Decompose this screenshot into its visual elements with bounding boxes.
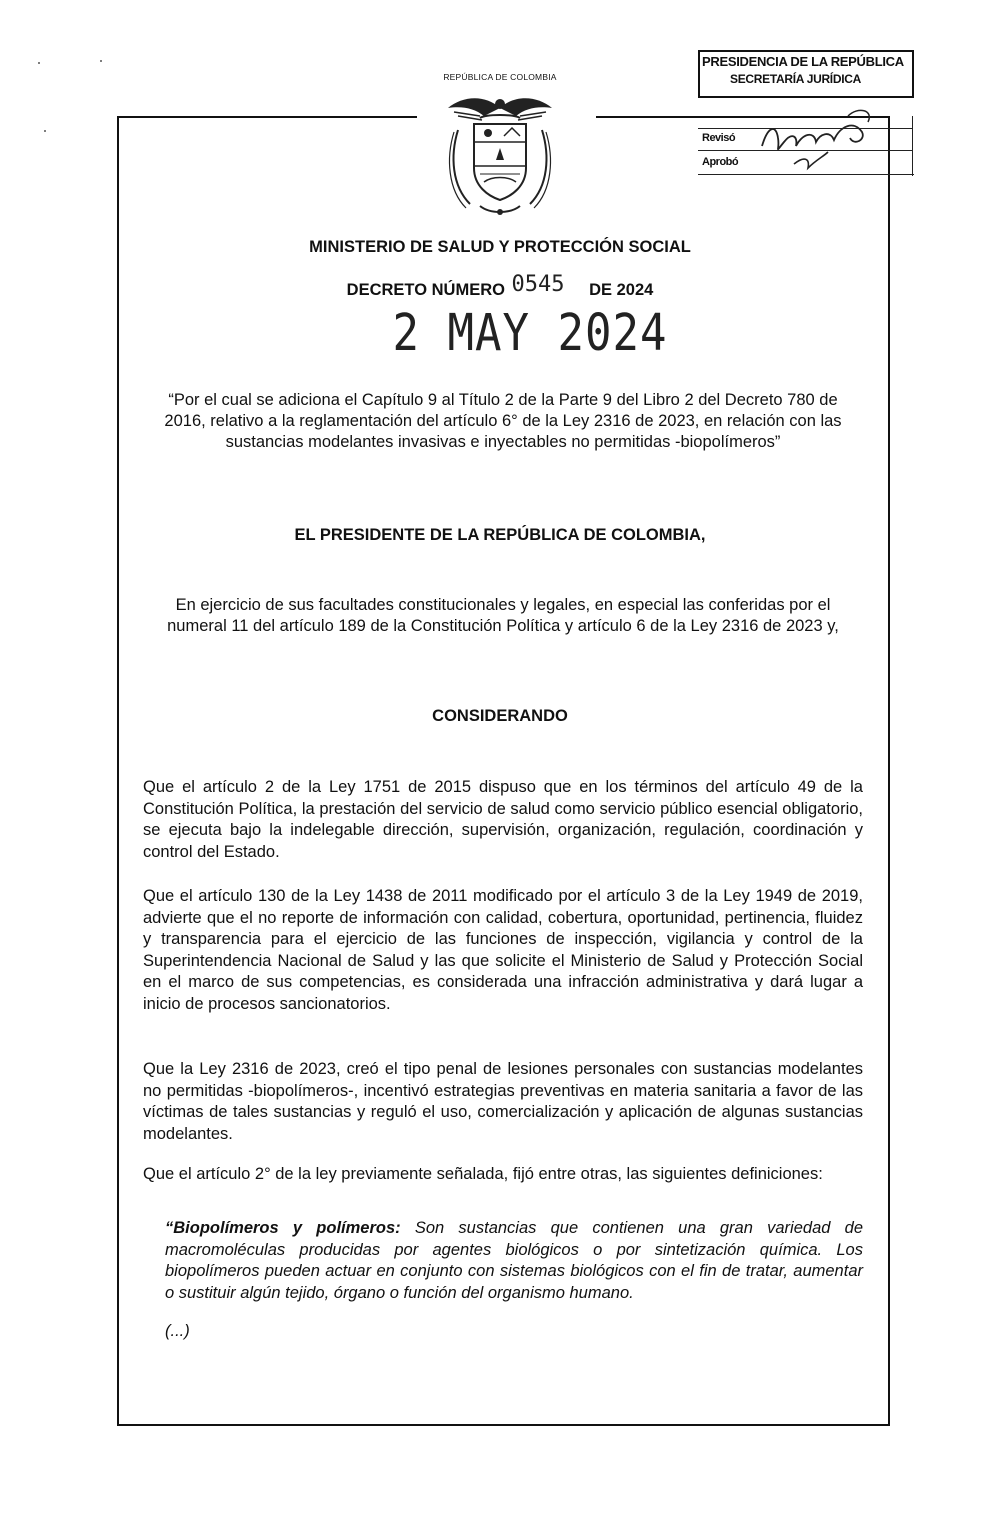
stamp-aprobo-label: Aprobó (702, 156, 739, 168)
definition-term: “Biopolímeros y polímeros: (165, 1219, 401, 1237)
considerando-paragraph-3: Que la Ley 2316 de 2023, creó el tipo penal de lesiones personales con sustancias modelantes no permitidas -biopolímeros-, incentivó estrategias preventivas en materia sanitaria a favor de las víctimas de tales sustancias y reguló el uso, comercialización y aplicación de algunas sustancias modelantes. (143, 1060, 863, 1143)
considerando-heading: CONSIDERANDO (432, 707, 568, 725)
stamp-reviso-label: Revisó (702, 132, 736, 144)
scan-speck (38, 62, 40, 64)
signature-icon (754, 106, 904, 176)
decree-number: 0545 (511, 272, 565, 297)
definition-quote (165, 1218, 863, 1304)
republica-label: REPÚBLICA DE COLOMBIA (443, 72, 557, 82)
ellipsis: (...) (165, 1322, 190, 1340)
stamp-line-2: SECRETARÍA JURÍDICA (730, 72, 861, 86)
decree-year: DE 2024 (589, 281, 654, 299)
definition-text: Son sustancias que contienen una gran variedad de macromoléculas producidas por agentes biológicos o por sintetización química. Los biopolímeros pueden actuar en conjunto con sistemas biológicos con el fin de tratar, aumentar o sustituir algún tejido, órgano o función del organismo humano. (165, 1219, 863, 1302)
secretaria-juridica-stamp (698, 50, 914, 184)
considerando-paragraph-1: Que el artículo 2 de la Ley 1751 de 2015 dispuso que en los términos del artículo 49 de la Constitución Política, la prestación del servicio de salud como servicio público esencial obligatorio, se ejecuta bajo la indelegable dirección, supervisión, organización, regulación, coordinación y control del Estado. (143, 778, 863, 861)
date-stamp: 2 MAY 2024 (392, 304, 668, 363)
colombia-coat-of-arms-icon (440, 86, 560, 220)
scan-speck (44, 130, 46, 132)
stamp-line-1: PRESIDENCIA DE LA REPÚBLICA (702, 54, 904, 69)
president-heading: EL PRESIDENTE DE LA REPÚBLICA DE COLOMBIA, (294, 526, 706, 544)
frame-top-left-line (117, 116, 417, 118)
decree-label: DECRETO NÚMERO (346, 281, 505, 299)
considerando-paragraph-2: Que el artículo 130 de la Ley 1438 de 2011 modificado por el artículo 3 de la Ley 1949 de 2019, advierte que el no reporte de información con calidad, cobertura, oportunidad, pertinencia, fluidez y transparencia para el ejercicio de las funciones de inspección, vigilancia y control de la Superintendencia Nacional de Salud y las que solicite el Ministerio de Salud y Protección Social en el marco de sus competencias, es considerada una infracción administrativa y dará lugar a inicio de procesos sancionatorios. (143, 887, 863, 1013)
considerando-paragraph-4: Que el artículo 2° de la ley previamente señalada, fijó entre otras, las siguientes definiciones: (143, 1165, 823, 1183)
ejercicio-paragraph: En ejercicio de sus facultades constitucionales y legales, en especial las conferidas por el numeral 11 del artículo 189 de la Constitución Política y artículo 6 de la Ley 2316 de 2023 y, (167, 596, 839, 635)
stamp-rule (912, 116, 913, 176)
decree-title: “Por el cual se adiciona el Capítulo 9 al Título 2 de la Parte 9 del Libro 2 del Decreto 780 de 2016, relativo a la reglamentación del artículo 6° de la Ley 2316 de 2023, en relación con las sustancias modelantes invasivas e inyectables no permitidas -biopolímeros” (164, 391, 842, 451)
decree-number-line (140, 272, 860, 301)
ministry-title: MINISTERIO DE SALUD Y PROTECCIÓN SOCIAL (309, 238, 691, 256)
scan-speck (100, 60, 102, 62)
